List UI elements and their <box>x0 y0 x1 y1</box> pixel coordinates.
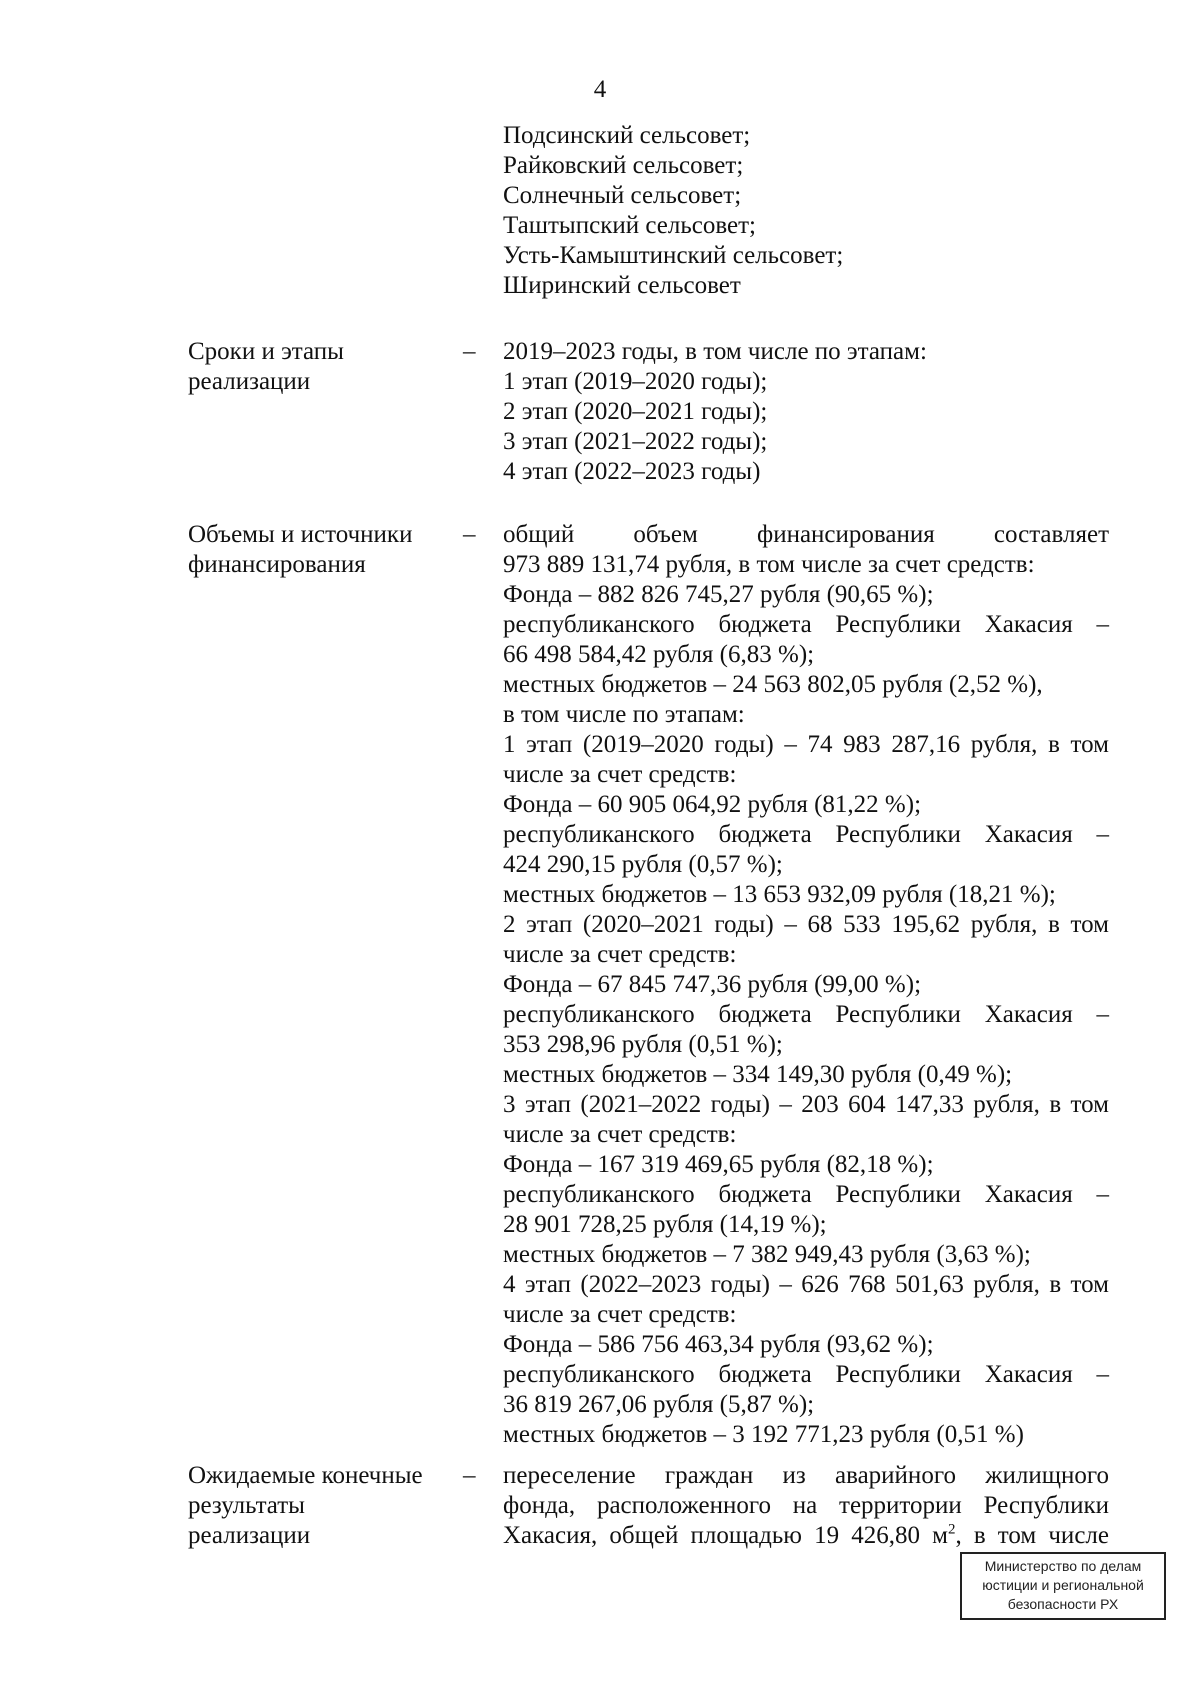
settlement-item: Подсинский сельсовет; <box>503 122 751 149</box>
settlement-item: Ширинский сельсовет <box>503 272 741 299</box>
funding-line: 4 этап (2022–2023 годы) – 626 768 501,63 рубля, в том <box>503 1271 1109 1298</box>
settlement-list <box>503 121 1109 301</box>
funding-line: местных бюджетов – 13 653 932,09 рубля (18,21 %); <box>503 881 1056 908</box>
funding-line: Фонда – 67 845 747,36 рубля (99,00 %); <box>503 971 922 998</box>
timing-label: Сроки и этапы реализации <box>188 338 344 395</box>
funding-line: числе за счет средств: <box>503 941 737 968</box>
funding-line: 3 этап (2021–2022 годы) – 203 604 147,33 рубля, в том <box>503 1091 1109 1118</box>
funding-line: местных бюджетов – 7 382 949,43 рубля (3,63 %); <box>503 1241 1031 1268</box>
funding-line: местных бюджетов – 24 563 802,05 рубля (2,52 %), <box>503 671 1043 698</box>
funding-line: республиканского бюджета Республики Хакасия – <box>503 611 1109 638</box>
funding-line: Фонда – 586 756 463,34 рубля (93,62 %); <box>503 1331 934 1358</box>
funding-line: в том числе по этапам: <box>503 701 745 728</box>
funding-line: местных бюджетов – 3 192 771,23 рубля (0,51 %) <box>503 1421 1024 1448</box>
funding-line: 1 этап (2019–2020 годы) – 74 983 287,16 рубля, в том <box>503 731 1109 758</box>
results-last-line: Хакасия, общей площадью 19 426,80 $м^2$, в том числе <box>503 1521 1109 1549</box>
funding-line: общий объем финансирования составляет <box>503 521 1109 548</box>
results-value: переселение граждан из аварийного жилищного фонда, расположенного на территории Республики Хакасия, общей площадью 19 426,80 $м^2$, в том числе <box>503 1462 1109 1549</box>
funding-line: 66 498 584,42 рубля (6,83 %); <box>503 641 815 668</box>
settlement-item: Таштыпский сельсовет; <box>503 212 756 239</box>
funding-line: республиканского бюджета Республики Хакасия – <box>503 1181 1109 1208</box>
settlement-item: Усть-Камыштинский сельсовет; <box>503 242 844 269</box>
funding-line: Фонда – 882 826 745,27 рубля (90,65 %); <box>503 581 934 608</box>
settlement-item: Райковский сельсовет; <box>503 152 744 179</box>
settlement-item: Солнечный сельсовет; <box>503 182 742 209</box>
timing-dash: – <box>463 338 476 365</box>
funding-line: республиканского бюджета Республики Хакасия – <box>503 1001 1109 1028</box>
funding-line: числе за счет средств: <box>503 1121 737 1148</box>
funding-line: 973 889 131,74 рубля, в том числе за счет средств: <box>503 551 1035 578</box>
funding-line: республиканского бюджета Республики Хакасия – <box>503 821 1109 848</box>
funding-line: республиканского бюджета Республики Хакасия – <box>503 1361 1109 1388</box>
results-dash: – <box>463 1462 476 1489</box>
funding-line: 353 298,96 рубля (0,51 %); <box>503 1031 783 1058</box>
results-label: Ожидаемые конечные результаты реализации <box>188 1462 423 1549</box>
ministry-stamp: Министерство по делам юстиции и региональной безопасности РХ <box>960 1552 1166 1620</box>
funding-line: местных бюджетов – 334 149,30 рубля (0,49 %); <box>503 1061 1013 1088</box>
timing-value: 2019–2023 годы, в том числе по этапам: 1 этап (2019–2020 годы); 2 этап (2020–2021 годы); 3 этап (2021–2022 годы); 4 этап (2022–2023 годы) <box>503 338 927 485</box>
funding-dash: – <box>463 521 476 548</box>
funding-line: 36 819 267,06 рубля (5,87 %); <box>503 1391 815 1418</box>
page-number: 4 <box>593 76 607 103</box>
funding-line: 2 этап (2020–2021 годы) – 68 533 195,62 рубля, в том <box>503 911 1109 938</box>
funding-line: 28 901 728,25 рубля (14,19 %); <box>503 1211 827 1238</box>
funding-label: Объемы и источники финансирования <box>188 521 413 578</box>
funding-line: 424 290,15 рубля (0,57 %); <box>503 851 783 878</box>
funding-line: Фонда – 60 905 064,92 рубля (81,22 %); <box>503 791 922 818</box>
funding-line: числе за счет средств: <box>503 761 737 788</box>
funding-line: числе за счет средств: <box>503 1301 737 1328</box>
funding-value <box>503 520 1109 1450</box>
funding-line: Фонда – 167 319 469,65 рубля (82,18 %); <box>503 1151 934 1178</box>
